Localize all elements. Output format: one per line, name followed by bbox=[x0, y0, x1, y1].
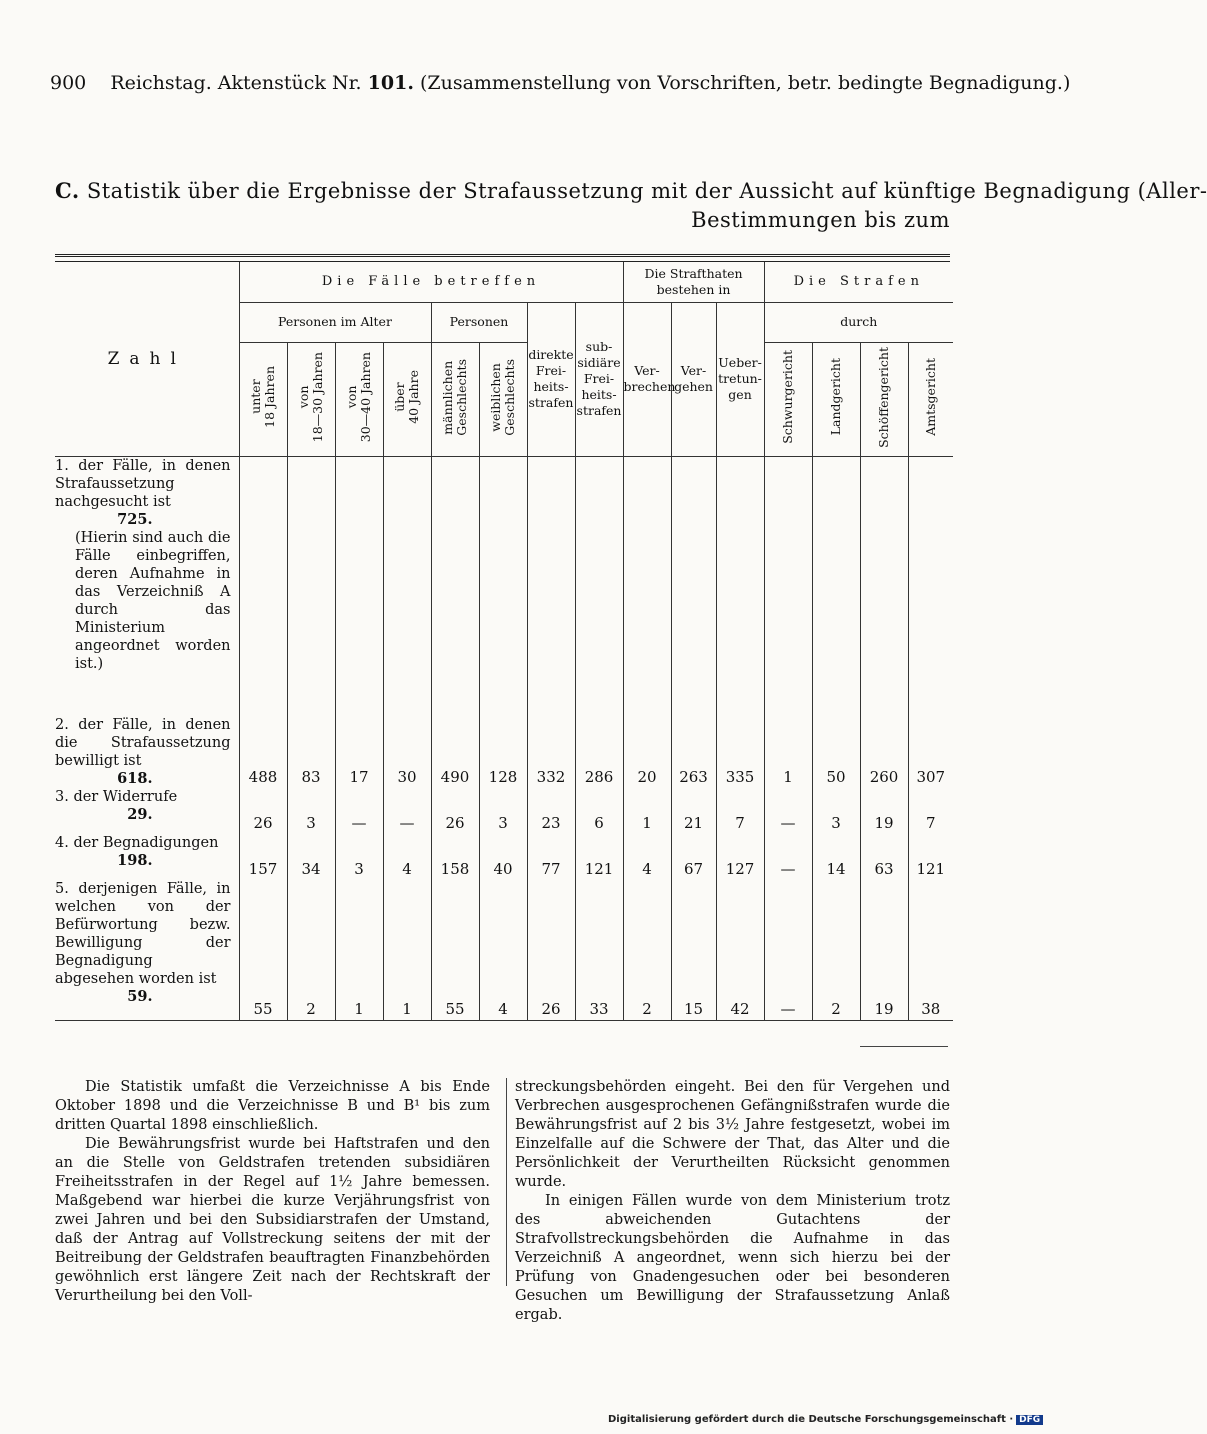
col-18-30: von 18—30 Jahren bbox=[296, 351, 325, 443]
table-cell bbox=[479, 456, 527, 716]
row-label-cell bbox=[55, 716, 239, 788]
table-cell: 4 bbox=[623, 834, 671, 880]
table-cell: 2 bbox=[812, 880, 860, 1020]
table-cell bbox=[575, 456, 623, 716]
row-label-cell bbox=[55, 834, 239, 880]
table-cell: 6 bbox=[575, 788, 623, 834]
table-cell: 3 bbox=[812, 788, 860, 834]
table-cell: 332 bbox=[527, 716, 575, 788]
subheader-alter: Personen im Alter bbox=[239, 302, 431, 342]
table-cell: — bbox=[383, 788, 431, 834]
table-row bbox=[55, 716, 953, 788]
table-cell: 17 bbox=[335, 716, 383, 788]
table-cell bbox=[335, 456, 383, 716]
table-cell: 19 bbox=[860, 880, 908, 1020]
statistics-table bbox=[55, 262, 953, 1021]
table-row bbox=[55, 880, 953, 1020]
right-paragraph-1: streckungsbehörden eingeht. Bei den für Vergehen und Verbrechen ausgesprochenen Gefängnißstrafen wurde die Bewährungsfrist auf 2 bis 3½ Jahre festgesetzt, wobei im Einzelfalle auf die Schwere der That, das Alter und die Persönlichkeit der Verurtheilten Rücksicht genommen wurde. bbox=[515, 1079, 950, 1190]
row-total: 725. bbox=[117, 510, 153, 528]
header-subtitle: (Zusammenstellung von Vorschriften, betr. bedingte Begnadigung.) bbox=[419, 72, 1071, 94]
table-cell: 26 bbox=[527, 880, 575, 1020]
dfg-logo: DFG bbox=[1016, 1415, 1043, 1425]
table-cell: 1 bbox=[383, 880, 431, 1020]
left-paragraph-2: Die Bewährungsfrist wurde bei Haftstrafen und den an die Stelle von Geldstrafen tretenden subsidiären Freiheitsstrafen in der Regel auf 1½ Jahre bemessen. Maßgebend war hierbei die kurze Verjährungsfrist von zwei Jahren und bei den Subsidiarstrafen der Umstand, daß der Antrag auf Vollstreckung seitens der mit der Beitreibung der Geldstrafen beauftragten Finanzbehörden gewöhnlich erst längere Zeit nach der Rechtskraft der Verurtheilung bei den Voll- bbox=[55, 1136, 490, 1304]
table-cell: 33 bbox=[575, 880, 623, 1020]
table-cell: 488 bbox=[239, 716, 287, 788]
footer bbox=[608, 1414, 1043, 1425]
col-weiblich: weiblichen Geschlechts bbox=[488, 358, 517, 436]
table-cell: 7 bbox=[716, 788, 764, 834]
zahl-header: Zahl bbox=[55, 262, 239, 456]
row-label: 5. derjenigen Fälle, in welchen von der Befürwortung bezw. Bewilligung der Begnadigung abgesehen worden ist bbox=[55, 881, 231, 987]
table-cell: 14 bbox=[812, 834, 860, 880]
col-vergehen: Ver- gehen bbox=[671, 302, 716, 456]
table-cell: 34 bbox=[287, 834, 335, 880]
table-cell: 55 bbox=[239, 880, 287, 1020]
row-label-cell bbox=[55, 880, 239, 1020]
group-header-strafen: Die Strafen bbox=[764, 262, 953, 302]
table-cell: 20 bbox=[623, 716, 671, 788]
table-cell: — bbox=[764, 880, 812, 1020]
col-ueber-40: über 40 Jahre bbox=[392, 370, 421, 424]
left-paragraph-1: Die Statistik umfaßt die Verzeichnisse A bis Ende Oktober 1898 und die Verzeichnisse B und B¹ bis zum dritten Quartal 1898 einschließlich. bbox=[55, 1079, 490, 1133]
table-cell: 3 bbox=[335, 834, 383, 880]
table-cell: — bbox=[335, 788, 383, 834]
table-cell: 1 bbox=[764, 716, 812, 788]
right-rule bbox=[860, 1046, 948, 1047]
table-cell: 19 bbox=[860, 788, 908, 834]
table-cell: 307 bbox=[908, 716, 953, 788]
table-cell bbox=[860, 456, 908, 716]
row-total: 29. bbox=[127, 806, 153, 823]
table-cell: 263 bbox=[671, 716, 716, 788]
table-cell: 83 bbox=[287, 716, 335, 788]
col-30-40: von 30—40 Jahren bbox=[344, 351, 373, 443]
table-cell: 2 bbox=[287, 880, 335, 1020]
table-cell bbox=[239, 456, 287, 716]
page-header bbox=[50, 72, 1071, 94]
table-cell: 127 bbox=[716, 834, 764, 880]
col-landgericht: Landgericht bbox=[828, 358, 844, 436]
table-body bbox=[55, 456, 953, 1020]
table-cell: 23 bbox=[527, 788, 575, 834]
table-cell bbox=[716, 456, 764, 716]
right-paragraph-2: In einigen Fällen wurde von dem Ministerium trotz des abweichenden Gutachtens der Strafvollstreckungsbehörden die Aufnahme in das Verzeichniß A angeordnet, wenn sich hierzu bei der Prüfung von Gnadengesuchen oder bei besonderen Gesuchen um Bewilligung der Strafaussetzung Anlaß ergab. bbox=[515, 1193, 950, 1323]
table-cell: 21 bbox=[671, 788, 716, 834]
table-cell: 4 bbox=[479, 880, 527, 1020]
row-label: 1. der Fälle, in denen Strafaussetzung nachgesucht ist bbox=[55, 457, 231, 510]
row-label: 4. der Begnadigungen bbox=[55, 835, 219, 851]
table-cell: 3 bbox=[479, 788, 527, 834]
section-title-line1: Statistik über die Ergebnisse der Strafaussetzung mit der Aussicht auf künftige Begnadigung (Aller- bbox=[86, 179, 1207, 203]
table-cell: 2 bbox=[623, 880, 671, 1020]
table-top-rule bbox=[55, 254, 950, 262]
header-text: Reichstag. Aktenstück Nr. bbox=[110, 72, 362, 94]
right-column bbox=[515, 1078, 950, 1325]
table-cell: 63 bbox=[860, 834, 908, 880]
table-cell bbox=[287, 456, 335, 716]
document-number: 101. bbox=[367, 72, 414, 94]
table-cell: 121 bbox=[575, 834, 623, 880]
table-cell: 1 bbox=[623, 788, 671, 834]
subheader-personen: Personen bbox=[431, 302, 527, 342]
table-cell: 1 bbox=[335, 880, 383, 1020]
col-maennlich: männlichen Geschlechts bbox=[440, 358, 469, 436]
row-total: 618. bbox=[117, 770, 153, 787]
table-cell: 40 bbox=[479, 834, 527, 880]
table-cell: 50 bbox=[812, 716, 860, 788]
table-cell: 260 bbox=[860, 716, 908, 788]
table-cell: — bbox=[764, 788, 812, 834]
col-unter-18: unter 18 Jahren bbox=[248, 366, 277, 428]
col-amtsgericht: Amtsgericht bbox=[922, 358, 938, 436]
col-uebertretungen: Ueber- tretun- gen bbox=[716, 302, 764, 456]
table-cell: 15 bbox=[671, 880, 716, 1020]
table-cell bbox=[908, 456, 953, 716]
row-label: 3. der Widerrufe bbox=[55, 789, 178, 805]
table-cell: 157 bbox=[239, 834, 287, 880]
table-cell bbox=[383, 456, 431, 716]
table-row bbox=[55, 834, 953, 880]
col-subsidiaere: sub- sidiäre Frei- heits- strafen bbox=[575, 302, 623, 456]
section-title bbox=[55, 178, 1207, 203]
row-label-cell bbox=[55, 788, 239, 834]
row-label-cell bbox=[55, 456, 239, 716]
table-cell: 128 bbox=[479, 716, 527, 788]
table-cell: 3 bbox=[287, 788, 335, 834]
table-cell: 38 bbox=[908, 880, 953, 1020]
table-row bbox=[55, 788, 953, 834]
table-cell: 158 bbox=[431, 834, 479, 880]
table-cell: 77 bbox=[527, 834, 575, 880]
table-cell: 26 bbox=[431, 788, 479, 834]
subheader-durch: durch bbox=[764, 302, 953, 342]
row-label: 2. der Fälle, in denen die Strafaussetzung bewilligt ist bbox=[55, 717, 231, 769]
footer-text: Digitalisierung gefördert durch die Deutsche Forschungsgemeinschaft · bbox=[608, 1414, 1014, 1425]
table-cell bbox=[527, 456, 575, 716]
table-row bbox=[55, 456, 953, 716]
table-cell bbox=[764, 456, 812, 716]
table-cell bbox=[812, 456, 860, 716]
table-cell: — bbox=[764, 834, 812, 880]
row-total: 59. bbox=[127, 988, 153, 1005]
section-letter: C. bbox=[55, 178, 80, 203]
table-cell: 26 bbox=[239, 788, 287, 834]
table-cell: 30 bbox=[383, 716, 431, 788]
table-cell: 55 bbox=[431, 880, 479, 1020]
table-cell: 7 bbox=[908, 788, 953, 834]
group-header-strafthaten: Die Strafthaten bestehen in bbox=[623, 262, 764, 302]
table-cell: 335 bbox=[716, 716, 764, 788]
column-separator bbox=[506, 1078, 507, 1286]
group-header-faelle: Die Fälle betreffen bbox=[239, 262, 623, 302]
row-total: 198. bbox=[117, 852, 153, 869]
table-cell: 67 bbox=[671, 834, 716, 880]
table-cell: 490 bbox=[431, 716, 479, 788]
page-number: 900 bbox=[50, 72, 87, 94]
col-schoeffengericht: Schöffengericht bbox=[876, 346, 892, 448]
col-verbrechen: Ver- brechen bbox=[623, 302, 671, 456]
col-schwurgericht: Schwurgericht bbox=[780, 350, 796, 444]
section-title-line2: Bestimmungen bis zum bbox=[691, 208, 950, 232]
left-column bbox=[55, 1078, 490, 1306]
table-cell bbox=[671, 456, 716, 716]
table-cell bbox=[431, 456, 479, 716]
table-cell bbox=[623, 456, 671, 716]
table-cell: 4 bbox=[383, 834, 431, 880]
table-cell: 286 bbox=[575, 716, 623, 788]
table-cell: 42 bbox=[716, 880, 764, 1020]
table-cell: 121 bbox=[908, 834, 953, 880]
row-note: (Hierin sind auch die Fälle einbegriffen, deren Aufnahme in das Verzeichniß A durch das Ministerium angeordnet worden ist.) bbox=[75, 529, 231, 672]
col-direkte: direkte Frei- heits- strafen bbox=[527, 302, 575, 456]
